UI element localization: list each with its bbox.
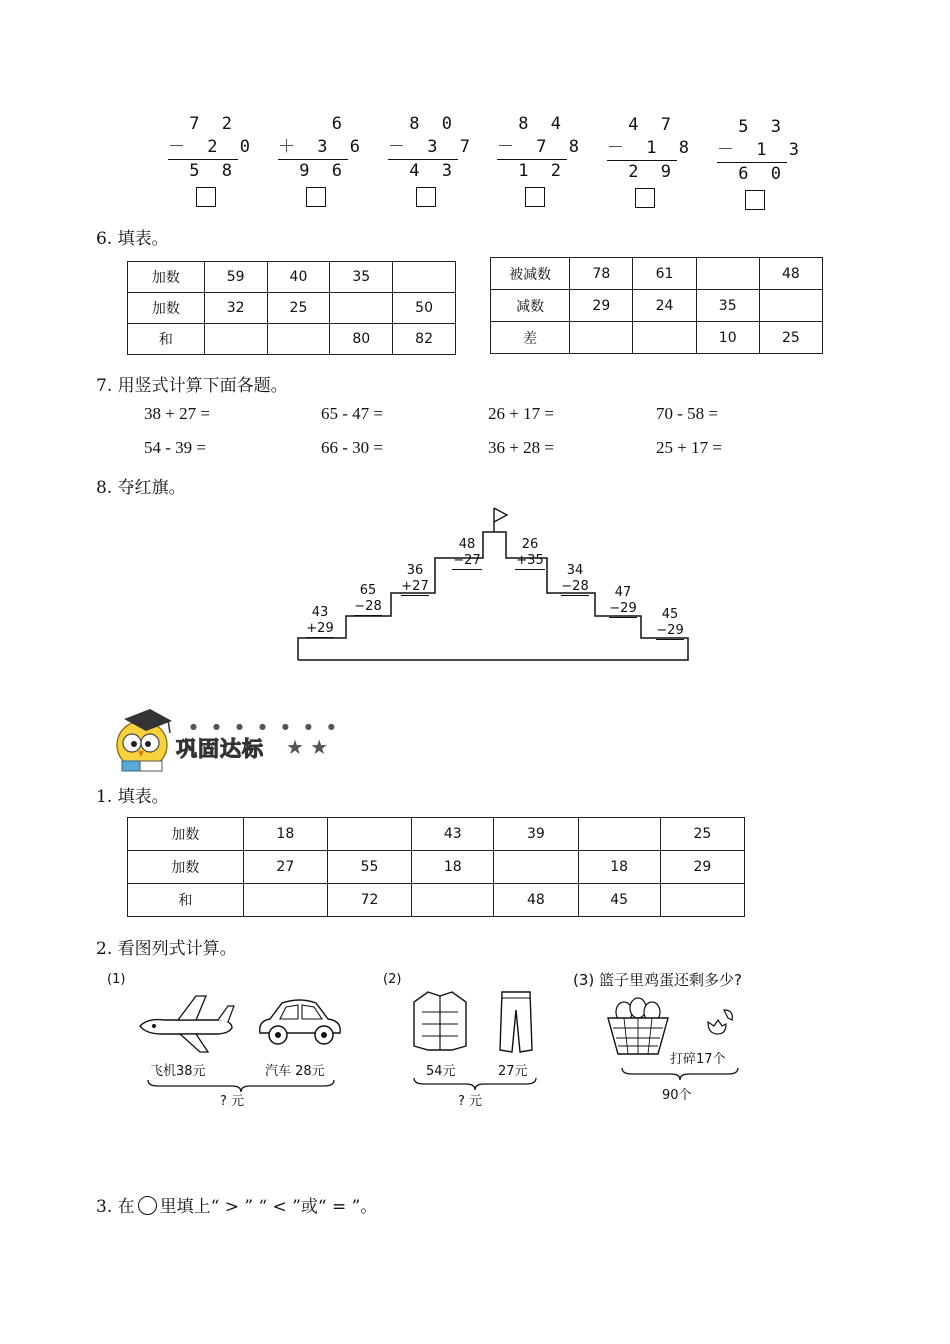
p3-prefix: 3. 在: [96, 1197, 135, 1217]
egg-basket-icon: [604, 992, 672, 1058]
table-cell: 35: [696, 290, 759, 322]
table-row: [128, 818, 745, 851]
fig1-question: ? 元: [220, 1094, 245, 1109]
top-number: 4 7: [628, 115, 677, 135]
broken-count: 打碎17个: [670, 1052, 726, 1067]
step-b: +27: [401, 579, 429, 594]
result-number: 9 6: [299, 161, 348, 181]
q6-title: 6. 填表。: [96, 229, 169, 249]
table-cell: 78: [570, 258, 633, 290]
step-problem-4: [452, 537, 482, 570]
row-header: 加数: [128, 262, 205, 293]
step-b: +29: [306, 621, 334, 636]
operator-row: ＋ 3 6: [278, 136, 348, 160]
step-a: 36: [406, 563, 424, 578]
answer-cell[interactable]: [570, 322, 633, 354]
table-cell: 48: [759, 258, 822, 290]
vertical-problem-5: [607, 114, 695, 184]
answer-cell[interactable]: [330, 293, 393, 324]
table-cell: 18: [412, 851, 494, 884]
top-number: 7 2: [189, 114, 238, 134]
jacket-price: 54元: [426, 1064, 456, 1079]
answer-cell[interactable]: [633, 322, 696, 354]
step-b: −29: [609, 601, 637, 616]
fig2-label: (2): [383, 972, 402, 987]
p1-title: 1. 填表。: [96, 787, 169, 807]
answer-cell[interactable]: [204, 324, 267, 355]
car-price: 汽车 28元: [265, 1064, 325, 1079]
answer-cell[interactable]: [578, 818, 660, 851]
step-problem-1: [306, 605, 334, 638]
table-row: [128, 851, 745, 884]
result-number: 4 3: [409, 161, 458, 181]
stair-diagram: [290, 500, 700, 670]
vertical-problem-6: [717, 116, 805, 186]
answer-cell[interactable]: [660, 884, 744, 917]
table-row: [128, 884, 745, 917]
step-problem-8: [656, 607, 684, 640]
top-number: 8 0: [409, 114, 458, 134]
check-box[interactable]: [306, 187, 326, 207]
calc-item: 36 + 28 =: [488, 438, 554, 457]
table-cell: 55: [327, 851, 411, 884]
subtraction-table: [490, 257, 823, 354]
answer-cell[interactable]: [696, 258, 759, 290]
table-cell: 48: [494, 884, 578, 917]
fig1-label: (1): [107, 972, 126, 987]
calc-item: 65 - 47 =: [321, 404, 383, 423]
vertical-problem-1: [168, 113, 256, 183]
mascot-chick-icon: [110, 703, 176, 775]
result-number: 5 8: [189, 161, 238, 181]
table-cell: 32: [204, 293, 267, 324]
calc-item: 25 + 17 =: [656, 438, 722, 457]
step-b: −27: [453, 553, 481, 568]
table-cell: 45: [578, 884, 660, 917]
row-header: 减数: [491, 290, 570, 322]
vertical-problem-2: [278, 113, 366, 183]
fig2-question: ? 元: [458, 1094, 483, 1109]
brace-icon: [620, 1066, 740, 1082]
table-cell: 43: [412, 818, 494, 851]
jacket-icon: [410, 988, 470, 1054]
step-b: −28: [354, 599, 382, 614]
table-cell: 29: [570, 290, 633, 322]
row-header: 差: [491, 322, 570, 354]
pants-price: 27元: [498, 1064, 528, 1079]
operator-row: － 2 0: [168, 136, 238, 160]
operator-row: － 3 7: [388, 136, 458, 160]
calc-item: 54 - 39 =: [144, 438, 206, 457]
section-title: 巩固达标: [176, 737, 264, 761]
addition-table: [127, 261, 456, 355]
calc-item: 70 - 58 =: [656, 404, 718, 423]
top-number: 8 4: [518, 114, 567, 134]
step-b: −28: [561, 579, 589, 594]
table-row: [128, 293, 456, 324]
step-problem-2: [354, 583, 382, 616]
row-header: 和: [128, 884, 244, 917]
row-header: 被减数: [491, 258, 570, 290]
operator-row: － 1 8: [607, 137, 677, 161]
vertical-problem-3: [388, 113, 476, 183]
table-row: [491, 322, 823, 354]
step-problem-7: [609, 585, 637, 618]
p3-title: [96, 1192, 377, 1217]
q8-title: 8. 夺红旗。: [96, 478, 186, 498]
step-problem-6: [561, 563, 589, 596]
calc-item: 26 + 17 =: [488, 404, 554, 423]
step-a: 26: [521, 537, 539, 552]
pants-icon: [496, 988, 536, 1056]
table-cell: 18: [578, 851, 660, 884]
table-cell: 50: [393, 293, 456, 324]
practice-table: [127, 817, 745, 917]
table-row: [128, 262, 456, 293]
table-cell: 40: [267, 262, 330, 293]
p2-title: 2. 看图列式计算。: [96, 939, 237, 959]
car-icon: [254, 993, 346, 1049]
table-cell: 29: [660, 851, 744, 884]
step-a: 34: [566, 563, 584, 578]
step-b: −29: [656, 623, 684, 638]
step-a: 65: [359, 583, 377, 598]
check-box[interactable]: [525, 187, 545, 207]
vertical-problem-4: [497, 113, 585, 183]
result-number: 2 9: [628, 162, 677, 182]
top-number: 6: [331, 114, 348, 134]
table-cell: 82: [393, 324, 456, 355]
answer-cell[interactable]: [243, 884, 327, 917]
check-box[interactable]: [635, 188, 655, 208]
operator-row: － 7 8: [497, 136, 567, 160]
top-number: 5 3: [738, 117, 787, 137]
answer-cell[interactable]: [327, 818, 411, 851]
table-cell: 35: [330, 262, 393, 293]
q7-title: 7. 用竖式计算下面各题。: [96, 376, 288, 396]
step-a: 43: [311, 605, 329, 620]
table-cell: 27: [243, 851, 327, 884]
table-cell: 25: [660, 818, 744, 851]
table-cell: 72: [327, 884, 411, 917]
p3-suffix: 里填上“ > ” “ < ”或“ = ”。: [159, 1197, 378, 1217]
answer-cell[interactable]: [393, 262, 456, 293]
result-number: 1 2: [518, 161, 567, 181]
fig3-label: (3) 篮子里鸡蛋还剩多少?: [573, 971, 742, 989]
table-row: [128, 324, 456, 355]
table-cell: 25: [267, 293, 330, 324]
calc-item: 38 + 27 =: [144, 404, 210, 423]
calc-item: 66 - 30 =: [321, 438, 383, 457]
dot-row: ●●●●●●●: [190, 722, 351, 731]
table-row: [491, 290, 823, 322]
table-cell: 39: [494, 818, 578, 851]
answer-cell[interactable]: [759, 290, 822, 322]
broken-egg-icon: [704, 1006, 736, 1036]
circle-icon: [138, 1196, 157, 1215]
table-row: [491, 258, 823, 290]
row-header: 加数: [128, 293, 205, 324]
check-box[interactable]: [196, 187, 216, 207]
check-box[interactable]: [416, 187, 436, 207]
step-a: 48: [458, 537, 476, 552]
step-problem-3: [401, 563, 429, 596]
total-eggs: 90个: [662, 1088, 692, 1103]
table-cell: 80: [330, 324, 393, 355]
airplane-price: 飞机38元: [150, 1064, 206, 1079]
row-header: 加数: [128, 818, 244, 851]
operator-row: － 1 3: [717, 139, 787, 163]
step-a: 47: [614, 585, 632, 600]
row-header: 和: [128, 324, 205, 355]
step-b: +35: [516, 553, 544, 568]
flag-icon: [494, 508, 507, 522]
step-a: 45: [661, 607, 679, 622]
result-number: 6 0: [738, 164, 787, 184]
star-icons: ★ ★: [286, 735, 329, 759]
table-cell: 25: [759, 322, 822, 354]
table-cell: 24: [633, 290, 696, 322]
answer-cell[interactable]: [494, 851, 578, 884]
answer-cell[interactable]: [412, 884, 494, 917]
table-cell: 59: [204, 262, 267, 293]
step-problem-5: [515, 537, 545, 570]
table-cell: 10: [696, 322, 759, 354]
table-cell: 18: [243, 818, 327, 851]
answer-cell[interactable]: [267, 324, 330, 355]
table-cell: 61: [633, 258, 696, 290]
airplane-icon: [134, 990, 238, 1056]
row-header: 加数: [128, 851, 244, 884]
check-box[interactable]: [745, 190, 765, 210]
